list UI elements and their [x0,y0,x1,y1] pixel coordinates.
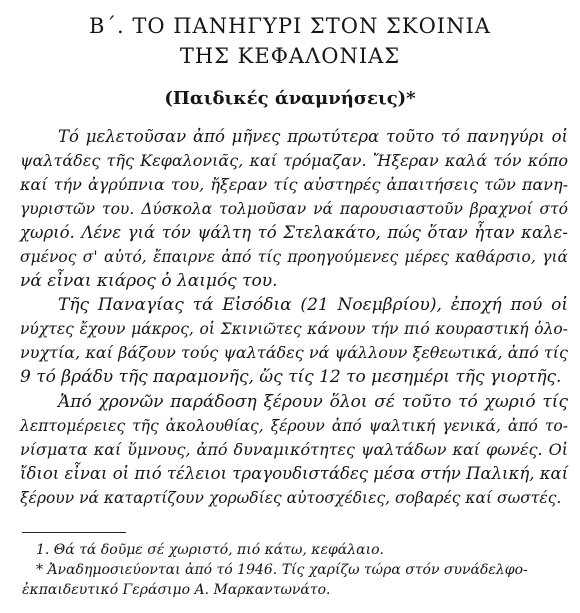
body-line: ξέρουν νά καταρτίζουν χορωδίες αὐτοσχέδιες, σοβαρές καί σωστές. [20,489,562,507]
body-line: καί τήν ἀγρύπνια του, ἤξεραν τίς αὐστηρές ἀπαιτήσεις τῶν πανη- [20,175,568,194]
body-line: Τό μελετοῦσαν ἀπό μῆνες πρωτύτερα τοῦτο τό πανηγύρι οἱ [58,127,568,146]
body-line: 9 τό βράδυ τῆς παραμονῆς, ὥς τίς 12 το μεσημέρι τῆς γιορτῆς. [20,367,562,387]
body-line: ἴδιοι εἶναι οἱ πιό τέλειοι τραγουδιστάδες μέσα στήν Παλική, καί [20,464,569,483]
chapter-title-line-1: Β΄. ΤΟ ΠΑΝΗΓΥΡΙ ΣΤΟΝ ΣΚΟΙΝΙΑ [89,14,491,38]
body-line: νύχτες ἔχουν μάκρος, οἱ Σκινιῶτες κάνουν τήν πιό κουραστική ὁλο- [20,320,568,338]
chapter-title-line-2: ΤΗΣ ΚΕΦΑΛΟΝΙΑΣ [179,44,401,68]
body-line: Τῆς Παναγίας τά Εἰσόδια (21 Νοεμβρίου), ἐποχή πού οἱ [58,295,568,315]
chapter-subtitle: (Παιδικές άναμνήσεις)* [164,88,416,109]
footnote: * Ἀναδημοσιεύονται ἀπό τό 1946. Τίς χαρίζω τώρα στόν συνάδελφο- [36,562,528,578]
footnote: ἐκπαιδευτικό Γεράσιμο Α. Μαρκαντωνάτο. [22,582,331,598]
body-line: ψαλτάδες τῆς Κεφαλονιᾶς, καί τρόμαζαν. Ἤξεραν καλά τόν κόπο [20,151,568,170]
body-line: νά εἶναι κιάρος ὁ λαιμός του. [20,271,278,291]
footnote: 1. Θά τά δοῦμε σέ χωριστό, πιό κάτω, κεφάλαιο. [36,542,384,558]
body-line: νίσματα καί ὕμνους, ἀπό δυναμικότητες ψαλτάδων καί φωνές. Οἱ [20,440,568,459]
body-line: χωριό. Λένε γιά τόν ψάλτη τό Στελακάτο, πώς ὅταν ἦταν καλε- [20,223,568,242]
body-line: νυχτία, καί βάζουν τούς ψαλτάδες νά ψάλλουν ξεθεωτικά, ἀπό τίς [20,343,568,362]
body-line: σμένος σ' αὐτό, ἔπαιρνε ἀπό τίς προηγούμενες μέρες καθάρσιο, γιά [20,248,568,266]
footnote-divider [22,532,126,533]
body-line: Ἀπό χρονῶν παράδοση ξέρουν ὅλοι σέ τοῦτο τό χωριό τίς [58,392,568,412]
body-line: γυριστῶν του. Δύσκολα τολμοῦσαν νά παρουσιαστοῦν βραχνοί στό [20,200,568,218]
body-line: λεπτομέρειες τῆς ἀκολουθίας, ξέρουν ἀπό ψαλτική γενικά, ἀπό το- [20,417,568,435]
